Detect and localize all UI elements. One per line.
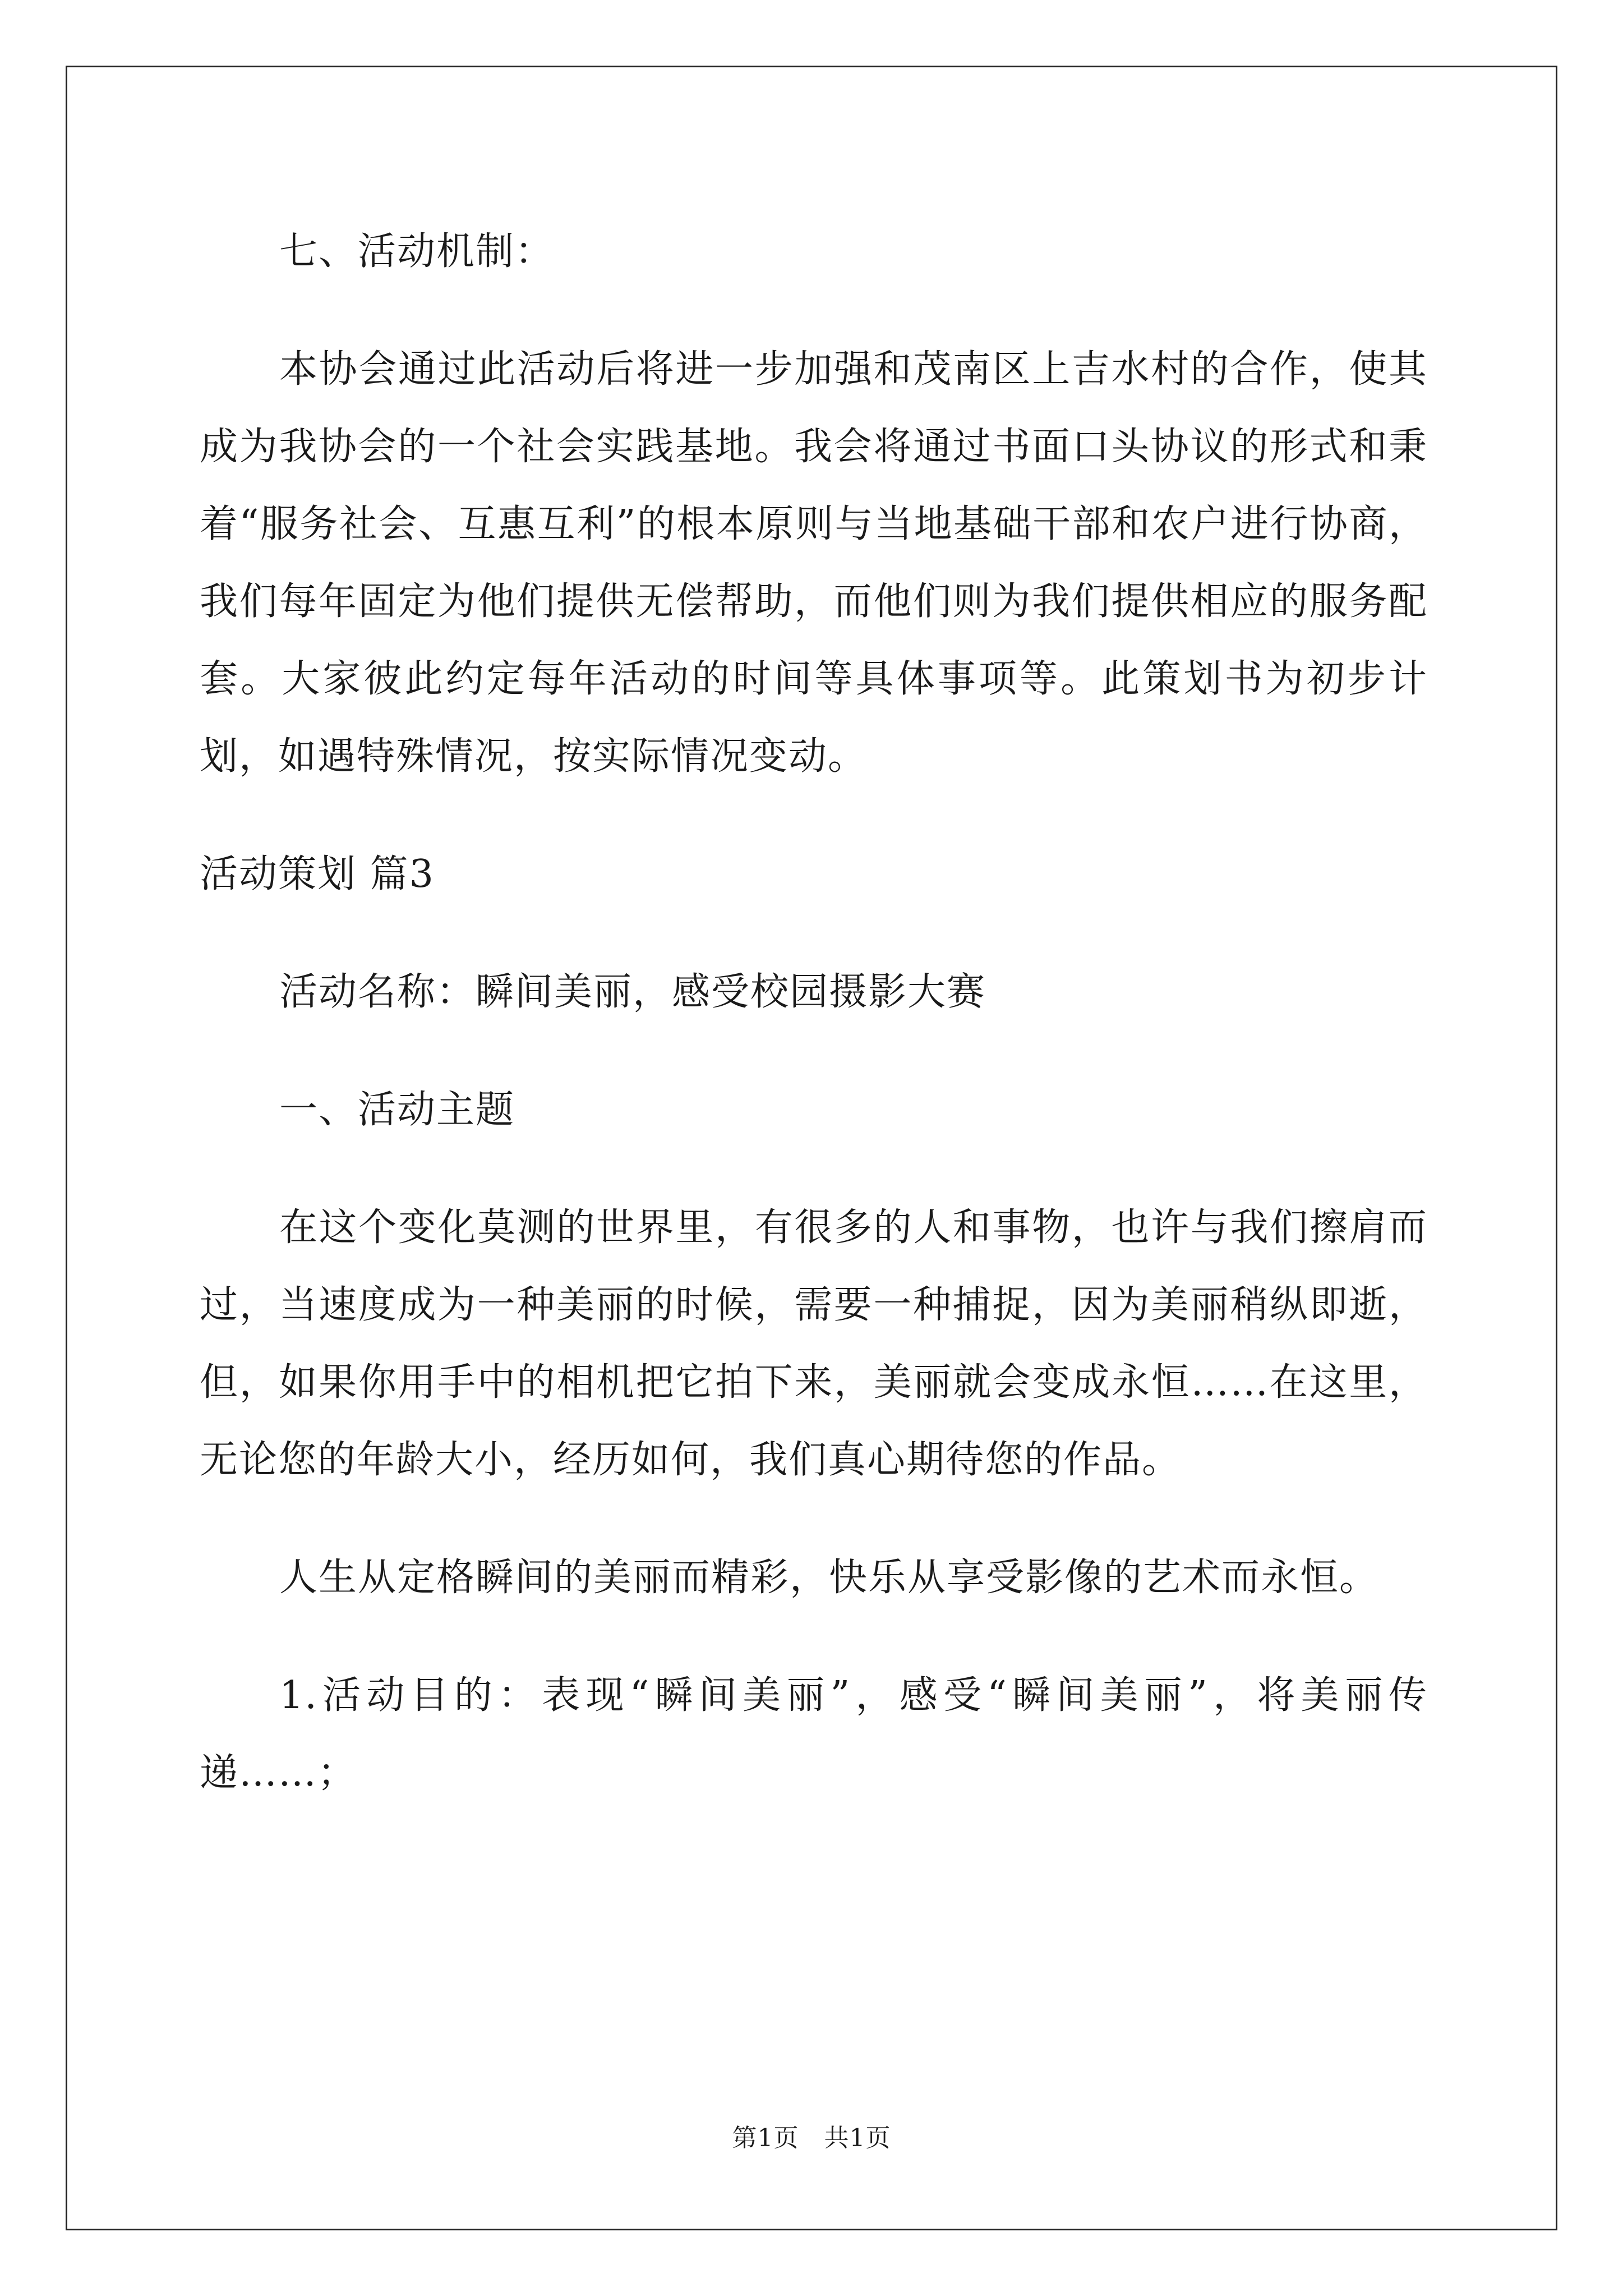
section-heading-activity-mechanism: 七、活动机制： <box>279 229 555 274</box>
body-paragraph-slogan: 人生从定格瞬间的美丽而精彩，快乐从享受影像的艺术而永恒。 <box>279 1556 1379 1600</box>
activity-name-line: 活动名称：瞬间美丽，感受校园摄影大赛 <box>279 970 986 1014</box>
section-heading-activity-theme: 一、活动主题 <box>279 1088 515 1132</box>
body-paragraph-mechanism: 本协会通过此活动后将进一步加强和茂南区上吉水村的合作，使其成为我协会的一个社会实践基地。我会将通过书面口头协议的形式和秉着“服务社会、互惠互利”的根本原则与当地基础干部和农户进行协商，我们每年固定为他们提供无偿帮助，而他们则为我们提供相应的服务配套。大家彼此约定每年活动的时间等具体事项等。此策划书为初步计划，如遇特殊情况，按实际情况变动。 <box>200 347 1428 779</box>
page-footer-number: 第1页 共1页 <box>732 2124 891 2152</box>
document-body <box>200 213 1428 1852</box>
body-paragraph-purpose: 1.活动目的：表现“瞬间美丽”，感受“瞬间美丽”，将美丽传递……； <box>200 1673 1428 1795</box>
section-title-plan-3: 活动策划 篇3 <box>200 852 435 896</box>
body-paragraph-theme: 在这个变化莫测的世界里，有很多的人和事物，也许与我们擦肩而过，当速度成为一种美丽的时候，需要一种捕捉，因为美丽稍纵即逝，但，如果你用手中的相机把它拍下来，美丽就会变成永恒……在这里，无论您的年龄大小，经历如何，我们真心期待您的作品。 <box>200 1205 1428 1482</box>
